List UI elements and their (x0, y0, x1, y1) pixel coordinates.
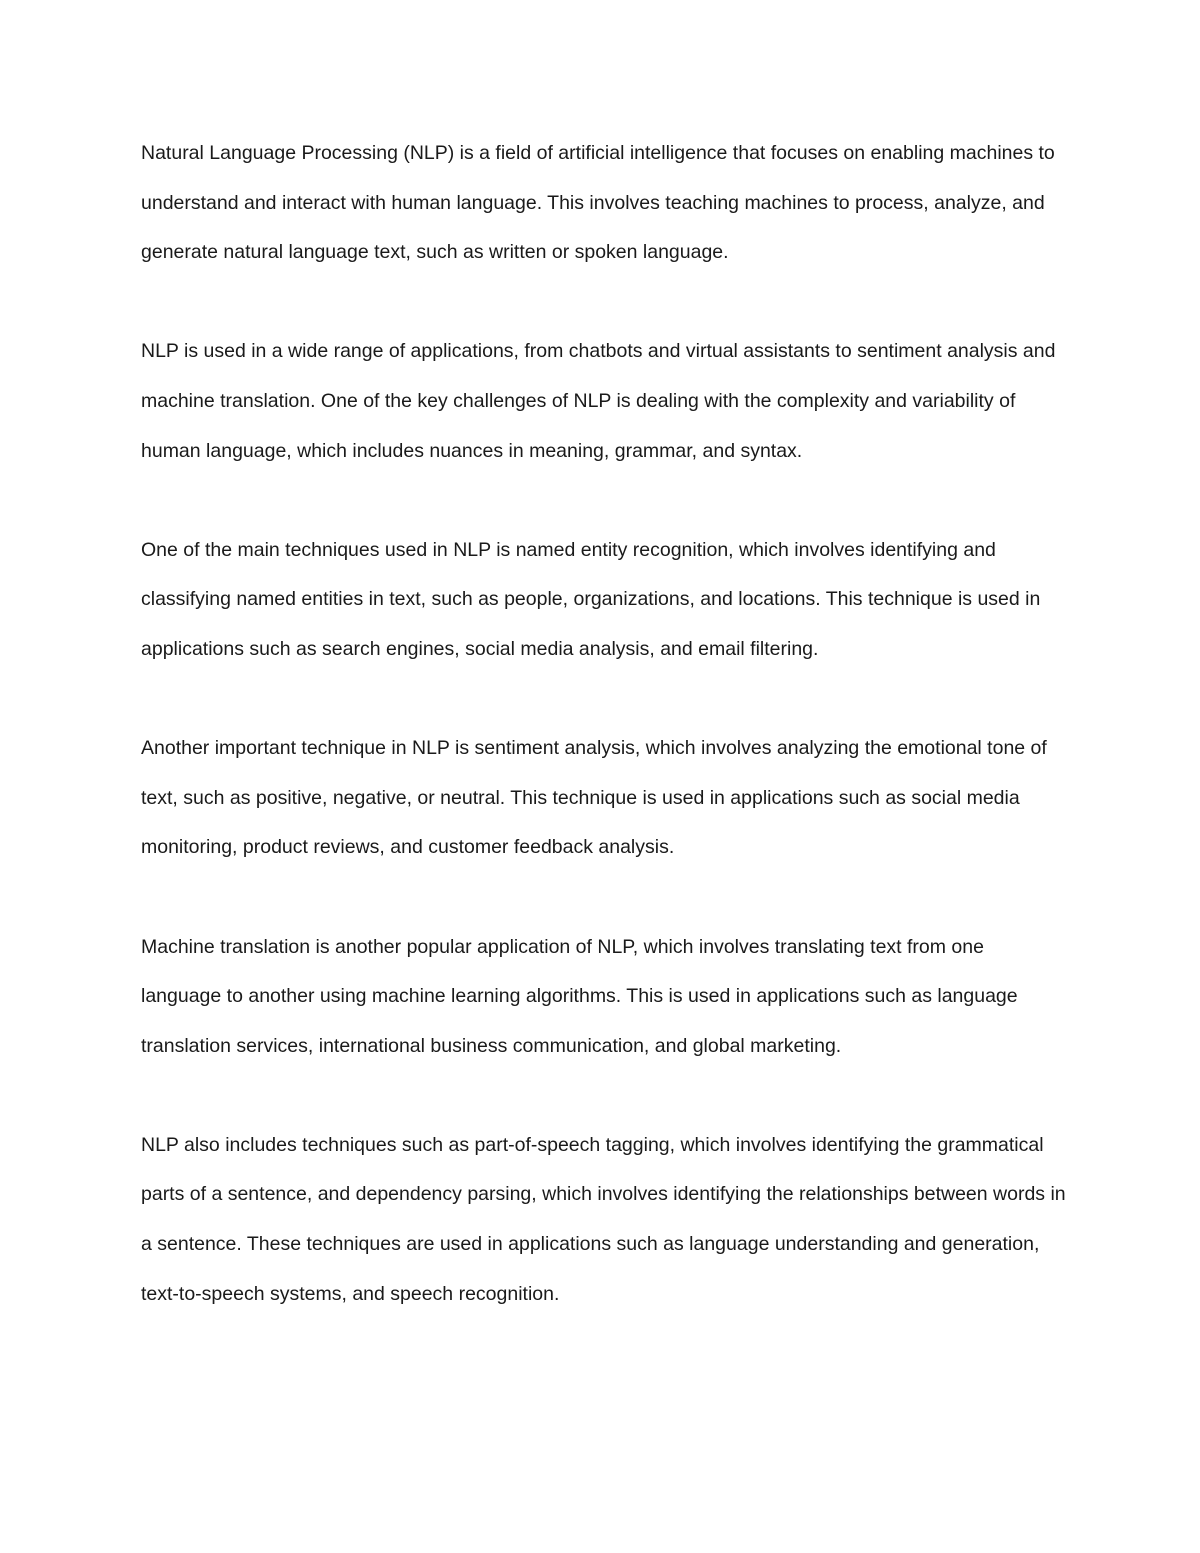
document-body (141, 129, 1066, 1369)
paragraph-named-entity-recognition: One of the main techniques used in NLP is named entity recognition, which involves identifying and classifying named entities in text, such as people, organizations, and locations. This technique is used in applications such as search engines, social media analysis, and email filtering. (141, 538, 1041, 660)
paragraph-applications: NLP is used in a wide range of applications, from chatbots and virtual assistants to sentiment analysis and machine translation. One of the key challenges of NLP is dealing with the complexity and variability of human language, which includes nuances in meaning, grammar, and syntax. (141, 340, 1056, 462)
paragraph-sentiment-analysis: Another important technique in NLP is sentiment analysis, which involves analyzing the emotional tone of text, such as positive, negative, or neutral. This technique is used in applications such as social media monitoring, product reviews, and customer feedback analysis. (141, 737, 1047, 859)
paragraph-pos-tagging-parsing: NLP also includes techniques such as part-of-speech tagging, which involves identifying the grammatical parts of a sentence, and dependency parsing, which involves identifying the relationships between words in a sentence. These techniques are used in applications such as language understanding and generation, text-to-speech systems, and speech recognition. (141, 1133, 1066, 1305)
paragraph-machine-translation: Machine translation is another popular application of NLP, which involves translating text from one language to another using machine learning algorithms. This is used in applications such as language translation services, international business communication, and global marketing. (141, 935, 1018, 1057)
paragraph-intro: Natural Language Processing (NLP) is a field of artificial intelligence that focuses on enabling machines to understand and interact with human language. This involves teaching machines to process, analyze, and generate natural language text, such as written or spoken language. (141, 142, 1055, 264)
